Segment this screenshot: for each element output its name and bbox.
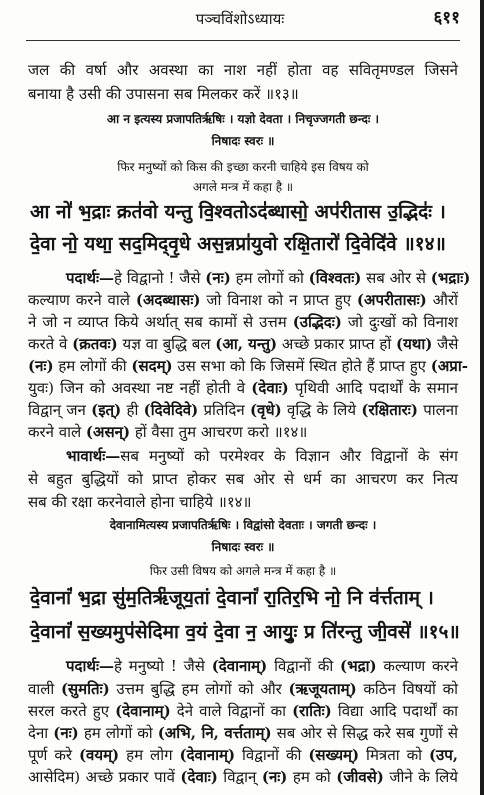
gloss-term: (रातिः) <box>292 702 332 720</box>
mantra-line: आ नो॑ भ॒द्राः क्रत॑वो यन्तु वि॒श्वतोऽद॑ब्धासो॒ अप॑रीतास उ॒द्भिदः॑ । <box>30 201 446 223</box>
padartha-line: (नः) हम लोगों की (सदम्) उस सभा को कि जिसमें स्थित होते हैं प्राप्त हुए (अप्रा- <box>28 357 468 375</box>
padartha-line: करते वे (क्रतवः) यज्ञ वा बुद्धि बल (आ, यन्तु) अच्छे प्रकार प्राप्त हों (यथा) जैसे <box>28 335 459 353</box>
bhavartha-text: सब मनुष्यों को परमेश्वर के विज्ञान और विद्वानों के संग <box>120 447 458 465</box>
gloss-term: (भद्राः) <box>430 269 471 287</box>
padartha-line <box>66 656 458 677</box>
svara-line: निषादः स्वरः ॥ <box>211 540 275 554</box>
gloss-term: (नः) <box>28 357 54 375</box>
gloss-term: (अभि, नि, वर्त्तताम्) <box>157 724 272 742</box>
gloss-term: (अपरीतासः) <box>356 291 427 309</box>
padartha-line: आसेदिम) अच्छे प्रकार पावें (देवाः) विद्वान् (नः) हम को (जीवसे) जीने के लिये <box>28 768 458 786</box>
gloss-term: (जीवसे) <box>336 768 384 786</box>
gloss-term: (नः) <box>53 724 79 742</box>
padartha-line: कल्याण करने वाले (अदब्धासः) जो विनाश को न प्राप्त हुए (अपरीतासः) औरों <box>28 291 458 309</box>
gloss-term: (इत्) <box>91 401 122 419</box>
padartha-text: हे विद्वानो ! जैसे (नः) हम लोगों को (विश्वतः) सब ओर से (भद्राः) <box>114 269 471 287</box>
gloss-term: (देवानाम्) <box>179 746 236 764</box>
gloss-term: (अदब्धासः) <box>135 291 201 309</box>
bhavartha-line <box>66 446 458 467</box>
gloss-term: (सख्यम्) <box>308 746 360 764</box>
bhavartha-label: भावार्थः— <box>66 447 121 465</box>
padartha-line: करने वाले (असन्) हों वैसा तुम आचरण करो ॥१४॥ <box>28 423 308 441</box>
mantra-line: दे॒वा नो॒ यथा॒ सद॒मिद्वृ॒धे अस॒न्नप्रा॑युवो रक्षि॒तारो॑ दि॒वेदि॑वे ॥१४॥ <box>30 233 446 255</box>
gloss-term: (देवाः) <box>180 768 218 786</box>
gloss-term: (देवाः) <box>251 379 289 397</box>
intro-line: फिर मनुष्यों को किस की इच्छा करनी चाहिये इस विषय को <box>117 160 369 174</box>
anukramani-line: आ न इत्यस्य प्रजापतिर्ऋषिः । यज्ञो देवता । निचृज्जगती छन्दः । <box>106 112 380 126</box>
padartha-line: युवः) जिन को अवस्था नष्ट नहीं होती वे (देवाः) पृथिवी आदि पदार्थों के समान <box>28 379 458 397</box>
gloss-term: (यथा) <box>396 335 433 353</box>
bhavartha-line: से बहुत बुद्धियों को प्राप्त होकर सब ओर से धर्म का आचरण कर नित्य <box>28 470 458 488</box>
gloss-term: (नः) <box>261 768 288 786</box>
padartha-label: पदार्थः— <box>66 269 114 287</box>
gloss-term: (वृधे) <box>249 401 282 419</box>
gloss-term: (नः) <box>205 269 231 287</box>
gloss-term: (सुमतिः) <box>60 680 110 698</box>
gloss-term: (आ, यन्तु) <box>215 335 278 353</box>
gloss-term: (देवानाम्) <box>211 657 268 675</box>
gloss-term: (सदम्) <box>131 357 173 375</box>
mantra-line: दे॒वानां॑ भ॒द्रा सु॑म॒तिर्ऋ॑जूय॒तां दे॒वानां॑ रा॒तिर॒भि नो॒ नि व॑र्त्तताम् । <box>30 587 434 609</box>
padartha-line: ने जो न व्याप्त किये अर्थात् सब कामों से उत्तम (उद्भिदः) जो दुःखों को विनाश <box>28 313 458 331</box>
gloss-term: (देवानाम्) <box>115 702 171 720</box>
padartha-line: देना (नः) हम लोगों को (अभि, नि, वर्त्तताम्) सब ओर से सिद्ध करे सब गुणों से <box>28 724 458 742</box>
mantra-line: दे॒वानां॑ स॒ख्यमुप॑सेदिमा व॒यं दे॒वा न॒ आयुः॒ प्र ति॑रन्तु जी॒वसे॑ ॥१५॥ <box>30 621 460 643</box>
header-rule <box>26 40 460 41</box>
gloss-term: (ऋजूयताम्) <box>288 680 357 698</box>
padartha-line: पूर्ण करे (वयम्) हम लोग (देवानाम्) विद्वानों की (सख्यम्) मित्रता को (उप, <box>28 746 459 764</box>
intro-line: फिर उसी विषय को अगले मन्त्र में कहा है ॥ <box>149 564 337 578</box>
gloss-term: (वयम्) <box>78 746 120 764</box>
gloss-term: (विश्वतः) <box>308 269 362 287</box>
svara-line: निषादः स्वरः ॥ <box>211 134 275 148</box>
text-line: जल की वर्षा और अवस्था का नाश नहीं होता वह सवितृमण्डल जिसने <box>28 61 458 79</box>
gloss-term: (रक्षितारः) <box>361 401 418 419</box>
gloss-term: (उप, <box>428 746 459 764</box>
padartha-line: वाली (सुमतिः) उत्तम बुद्धि हम लोगों को और (ऋजूयताम्) कठिन विषयों को <box>28 680 458 698</box>
padartha-line <box>66 268 471 289</box>
page-edge <box>480 0 484 795</box>
gloss-term: (भद्रा) <box>340 657 377 675</box>
gloss-term: (अप्रा- <box>430 357 468 375</box>
text-line: बनाया है उसी की उपासना सब मिलकर करें ॥१३॥ <box>28 85 299 103</box>
padartha-text: हे मनुष्यो ! जैसे (देवानाम्) विद्वानों की (भद्रा) कल्याण करने <box>114 657 459 675</box>
gloss-term: (दिवेदिवे) <box>143 401 199 419</box>
gloss-term: (क्रतवः) <box>72 335 118 353</box>
padartha-line: विद्वान् जन (इत्) ही (दिवेदिवे) प्रतिदिन (वृधे) वृद्धि के लिये (रक्षितारः) पालना <box>28 401 458 419</box>
gloss-term: (उद्भिदः) <box>292 313 342 331</box>
anukramani-line: देवानामित्यस्य प्रजापतिर्ऋषिः । विद्वांसो देवताः । जगती छन्दः । <box>109 518 377 532</box>
padartha-line: सरल करते हुए (देवानाम्) देने वाले विद्वानों का (रातिः) विद्या आदि पदार्थों का <box>28 702 458 720</box>
page-number: ६११ <box>433 8 460 28</box>
gloss-term: (असन्) <box>85 423 131 441</box>
padartha-label: पदार्थः— <box>66 657 114 675</box>
intro-line: अगले मन्त्र में कहा है ॥ <box>192 180 294 194</box>
bhavartha-line: सब की रक्षा करनेवाले होना चाहिये ॥१४॥ <box>28 493 252 511</box>
chapter-title: पञ्चविंशोऽध्यायः <box>195 10 285 28</box>
